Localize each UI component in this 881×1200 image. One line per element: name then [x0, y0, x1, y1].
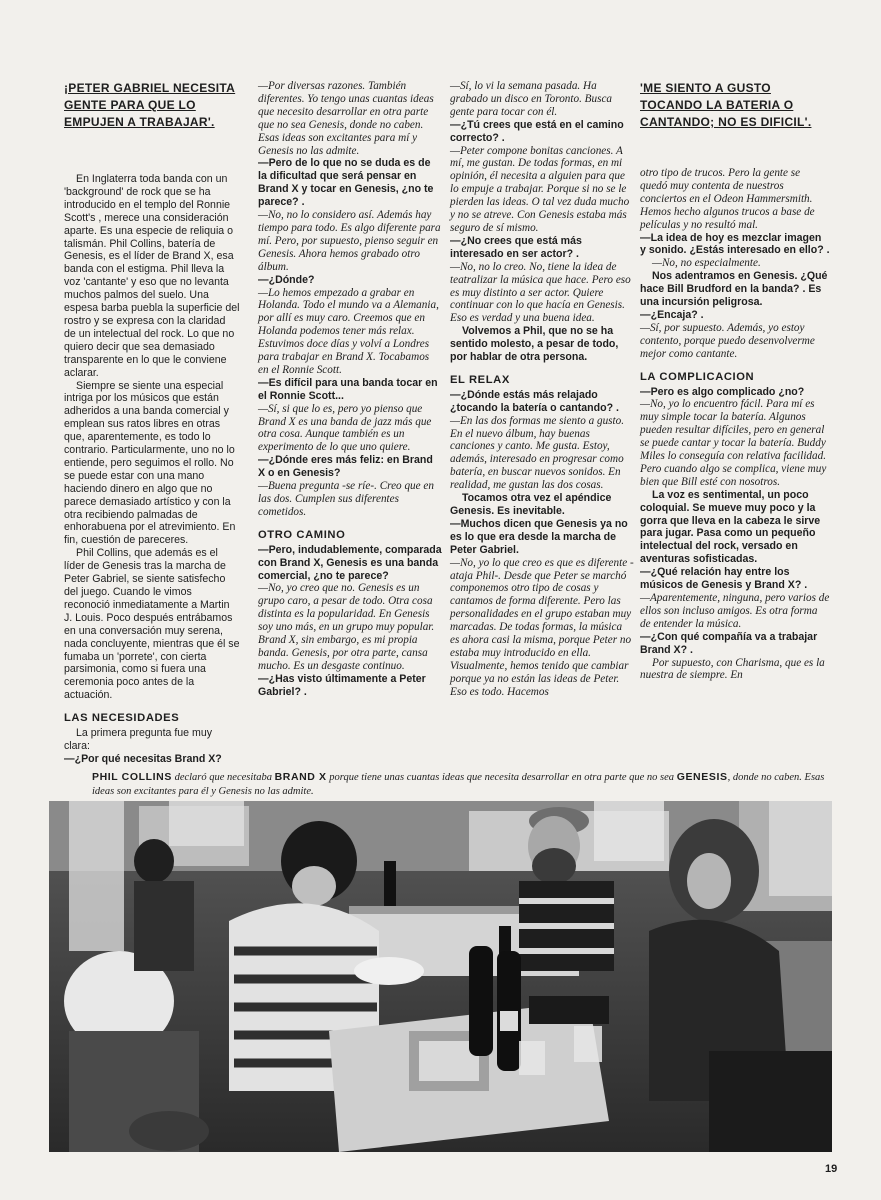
question: —¿Has visto últimamente a Peter Gabriel? . [258, 672, 426, 698]
question: —Pero es algo complicado ¿no? [640, 385, 805, 398]
caption-text: declaró que necesitaba [171, 772, 275, 783]
pull-quote-left-text: ¡PETER GABRIEL NECESITA GENTE PARA QUE LO EMPUJEN A TRABAJAR'. [64, 81, 236, 129]
answer: —Lo hemos empezado a grabar en Holanda. Todo el mundo va a Alemania, por allí es muy caro. Creemos que en Holanda podemos tener más relax. Estuvimos doce días y volví a Londres para trabajar en Brand X. Tocabamos en el Ronnie Scott. [258, 286, 439, 376]
answer: —Aparentemente, ninguna, pero varios de ellos son incluso amigos. Es otra forma de entender la música. [640, 592, 830, 630]
column-2 [258, 80, 442, 699]
question: —Pero de lo que no se duda es de la dificultad que será pensar en Brand X y tocar en Genesis, ¿no te parece? . [258, 157, 434, 209]
question: —La idea de hoy es mezclar imagen y sonido. ¿Estás interesado en ello? . [640, 231, 830, 257]
band-photo-image [49, 801, 832, 1152]
question: —¿Con qué compañía va a trabajar Brand X? . [640, 630, 818, 656]
caption-name: BRAND X [274, 771, 327, 783]
question: —¿Dónde estás más relajado ¿tocando la batería o cantando? . [450, 388, 619, 414]
photo-caption [92, 771, 832, 798]
answer: —Por diversas razones. También diferentes. Yo tengo unas cuantas ideas que necesito desarrollar en otra parte que no sea Genesis, donde no caben. Esas ideas son excitantes para mí y Genesis no las admite. [258, 80, 434, 157]
answer: Por supuesto, con Charisma, que es la nuestra de siempre. En [640, 656, 825, 682]
question: —Muchos dicen que Genesis ya no es lo que era desde la marcha de Peter Gabriel. [450, 517, 628, 556]
paragraph: Phil Collins, que además es el líder de Genesis tras la marcha de Peter Gabriel, se siente satisfecho del juego. Cuando le vimos reconoció inmediatamente a Martin J. Louis. Poco después entrábamos en una conversación muy serena, nada concluyente, mientras que él se fumaba un 'porrete', con cierta parsimonia, como si fuera una ceremonia poco antes de la actuación. [64, 547, 240, 702]
narration: Nos adentramos en Genesis. ¿Qué hace Bill Brudford en la banda? . Es una incursión peligrosa. [640, 270, 828, 309]
section-heading: EL RELAX [450, 373, 510, 386]
question: —¿Tú crees que está en el camino correcto? . [450, 118, 624, 144]
answer: —No, yo lo que creo es que es diferente -ataja Phil-. Desde que Peter se marchó componemos otro tipo de cosas y cantamos de forma diferente. Pero las personalidades en el grupo estaban muy marcadas. De todas formas, la música es ahora casi la misma, porque Peter no estaba muy introducido en ella. Visualmente, hemos tenido que cambiar porque ya no están las ideas de Peter. Eso es todo. Hacemos [450, 556, 634, 698]
pull-quote-right [640, 80, 830, 131]
question: —¿Qué relación hay entre los músicos de Genesis y Brand X? . [640, 566, 808, 592]
question: —¿No crees que está más interesado en ser actor? . [450, 234, 582, 260]
paragraph: Siempre se siente una especial intriga por los músicos que están adheridos a una banda comercial y emplean sus ratos libres en otras que, aparentemente, es todo lo contrario. Particularmente, uno no lo entiende, pero seguimos el rollo. No se puede estar con una mano haciendo dinero en algo que no parece demasiado artístico y con la otra recibiendo palmadas de enhorabuena por el atrevimiento. En fin, cuestión de pareceres. [64, 379, 236, 547]
caption-text: porque tiene unas cuantas ideas que necesita desarrollar en otra parte que no sea [326, 772, 677, 783]
section-heading: LAS NECESIDADES [64, 712, 180, 725]
column-3 [450, 80, 634, 699]
answer: —Sí, si que lo es, pero yo pienso que Brand X es una banda de jazz más que otra cosa. Aunque también es un experimento de lo que uno quiere. [258, 402, 432, 454]
question: —¿Dónde? [258, 273, 315, 286]
column-4 [640, 80, 830, 682]
answer: —No, no lo creo. No, tiene la idea de teatralizar la música que hace. Pero eso es muy distinto a ser actor. Quiere continuar con lo que hacía en Genesis. Eso es verdad y una buena idea. [450, 260, 631, 325]
answer: —En las dos formas me siento a gusto. En el nuevo álbum, hay buenas canciones y canto. Me gusta. Estoy, además, interesado en progresar como batería, en buscar nuevos sonidos. En realidad, me gustan las dos cosas. [450, 414, 625, 492]
answer: —Buena pregunta -se ríe-. Creo que en las dos. Cumplen sus diferentes cometidos. [258, 480, 434, 518]
caption-name: GENESIS [676, 771, 728, 783]
question: —¿Por qué necesitas Brand X? [64, 752, 222, 765]
answer: —No, yo creo que no. Genesis es un grupo caro, a pesar de todo. Otra cosa distinta es la popularidad. En Genesis soy uno más, en un grupo muy popular. Brand X, sin embargo, es mi propia banda. Genesis, por otra parte, cansa mucho. Es un desgaste continuo. [258, 582, 435, 672]
question: —¿Dónde eres más feliz: en Brand X o en Genesis? [258, 454, 433, 480]
section-heading: OTRO CAMINO [258, 528, 346, 541]
pull-quote-left [64, 80, 240, 131]
caption-text: , donde no caben. Esas ideas son excitantes para él y Genesis no las admite. [92, 772, 825, 797]
question: —Pero, indudablemente, comparada con Brand X, Genesis es una banda comercial, ¿no te parece? [258, 543, 442, 582]
answer: otro tipo de trucos. Pero la gente se quedó muy contenta de nuestros conciertos en el Odeon Hammersmith. Hemos hecho algunos trucos a base de películas y no resultó mal. [640, 167, 815, 231]
paragraph: En Inglaterra toda banda con un 'background' de rock que se ha introducido en el templo del Ronnie Scott's , merece una consideración aparte. Es una especie de reliquia o talismán. Phil Collins, batería de Genesis, es el líder de Brand X, esa banda con el estigma. Phil lleva la voz 'cantante' y eso que no levanta muchos palmos del suelo. Una espesa barba puebla la superficie del rostro y se expresa con la claridad de un intelectual del rock. Lo que no quiero decir que sea demasiado transparente en lo que le conviene aclarar. [64, 173, 240, 379]
answer: —Sí, lo vi la semana pasada. Ha grabado un disco en Toronto. Busca gente para tocar con él. [450, 80, 613, 118]
narration: La voz es sentimental, un poco coloquial. Se mueve muy poco y la gorra que lleva en la cabeza le sirve para jugar. Pasa como un pequeño intelectual del rock, versado en aventuras sofisticadas. [640, 488, 821, 566]
answer: —No, no lo considero así. Además hay tiempo para todo. Es algo diferente para mí. Pero, por supuesto, pienso seguir en Genesis. Ahora hemos grabado otro álbum. [258, 209, 441, 273]
answer: —No, yo lo encuentro fácil. Para mí es muy simple tocar la batería. Algunos pueden resultar difíciles, pero en general se puede cantar y tocar la batería. Buddy Miles lo conseguía con relativa facilidad. Pero cuando algo se complica, viene muy bien que Bill esté con nosotros. [640, 398, 827, 488]
answer: —No, no especialmente. [652, 257, 761, 270]
narration: Tocamos otra vez el apéndice Genesis. Es inevitable. [450, 492, 612, 517]
narration: Volvemos a Phil, que no se ha sentido molesto, a pesar de todo, por hablar de otra persona. [450, 325, 619, 364]
paragraph: La primera pregunta fue muy clara: [64, 727, 213, 752]
question: —¿Encaja? . [640, 308, 704, 321]
section-heading: LA COMPLICACION [640, 370, 755, 383]
answer: —Peter compone bonitas canciones. A mí, me gustan. De todas formas, en mi opinión, él necesita a alguien para que lo empuje a trabajar. Porque si no se le pierden las ideas. O tal vez duda mucho y no se atreve. Con Genesis estaba más seguro de sí mismo. [450, 144, 630, 234]
answer: —Sí, por supuesto. Además, yo estoy contento, porque puedo desenvolverme mejor como cantante. [640, 321, 815, 360]
page-number: 19 [825, 1163, 838, 1175]
band-photo [49, 801, 832, 1152]
column-1 [64, 80, 240, 766]
question: —Es difícil para una banda tocar en el Ronnie Scott... [258, 376, 438, 402]
caption-name: PHIL COLLINS [92, 771, 172, 783]
pull-quote-right-text: 'ME SIENTO A GUSTO TOCANDO LA BATERIA O CANTANDO; NO ES DIFICIL'. [640, 81, 812, 129]
